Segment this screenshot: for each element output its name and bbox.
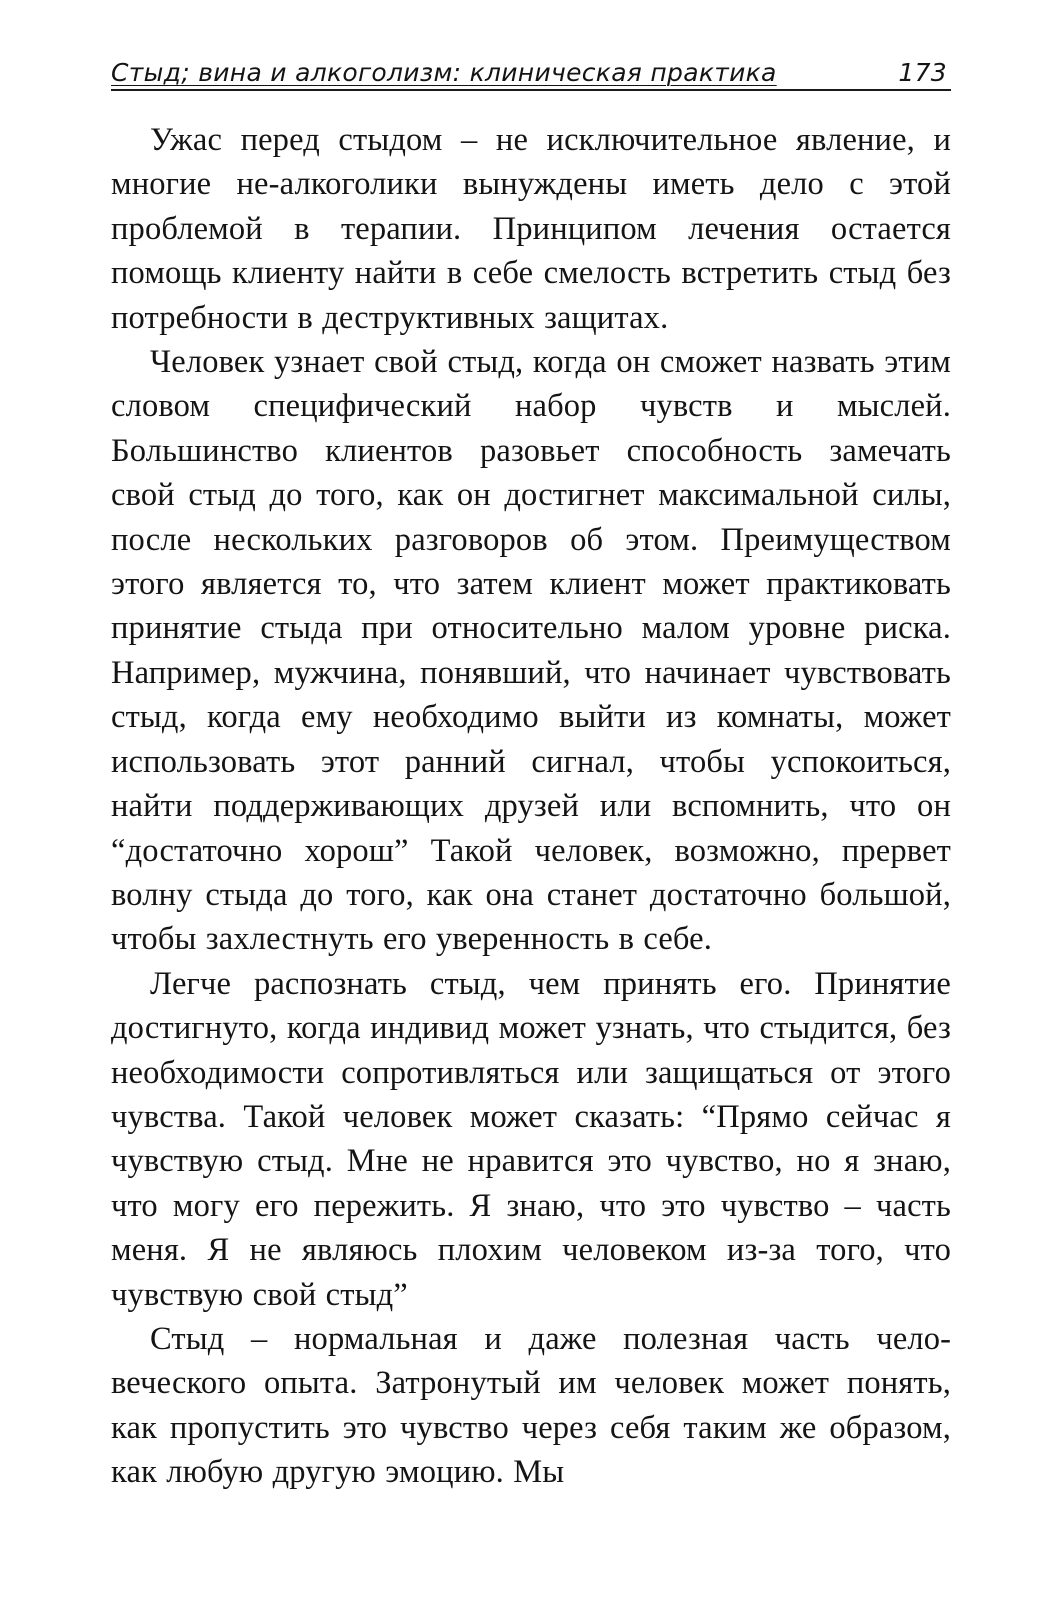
paragraph: Стыд – нормальная и даже полезная часть человеческого опыта. Затронутый им человек может понять, как пропустить это чувство через себя таким же образом, как любую другую эмоцию. Мы — [111, 1320, 951, 1491]
book-page — [111, 58, 951, 1495]
paragraph: Человек узнает свой стыд, когда он сможет назвать этим словом специфический набор чувств и мыслей. Большинство клиентов разовьет способность замечать свой стыд до того, как он достигнет максимальной силы, после нескольких разговоров об этом. Преимуществом этого является то, что затем клиент может практиковать принятие стыда при относительно малом уровне риска. Например, мужчина, понявший, что начинает чувствовать стыд, когда ему необходимо выйти из комнаты, может использовать этот ранний сигнал, чтобы успокоиться, найти поддерживающих друзей или вспомнить, что он “достаточно хорош” Такой человек, возможно, прервет волну стыда до того, как она станет достаточно большой, чтобы захлестнуть его уверенность в себе. — [111, 344, 951, 958]
page-number: 173 — [898, 58, 947, 87]
paragraph: Легче распознать стыд, чем принять его. Принятие достигнуто, когда индивид может узнать, что стыдится, без необходимости сопротивляться или защищаться от этого чувства. Такой человек может сказать: “Прямо сейчас я чувствую стыд. Мне не нравится это чувство, но я знаю, что могу его пережить. Я знаю, что это чувство – часть меня. Я не являюсь плохим человеком из-за того, что чувствую свой стыд” — [111, 965, 951, 1313]
running-header — [111, 58, 951, 91]
body-text — [111, 118, 951, 1495]
paragraph: Ужас перед стыдом – не исключительное явление, и многие не-алкоголики вынуждены иметь дело с этой проблемой в терапии. Принципом лечения остается помощь клиенту найти в себе смелость встретить стыд без потребности в деструктивных защитах. — [111, 122, 951, 336]
running-header-title: Стыд; вина и алкоголизм: клиническая практика — [111, 58, 777, 87]
